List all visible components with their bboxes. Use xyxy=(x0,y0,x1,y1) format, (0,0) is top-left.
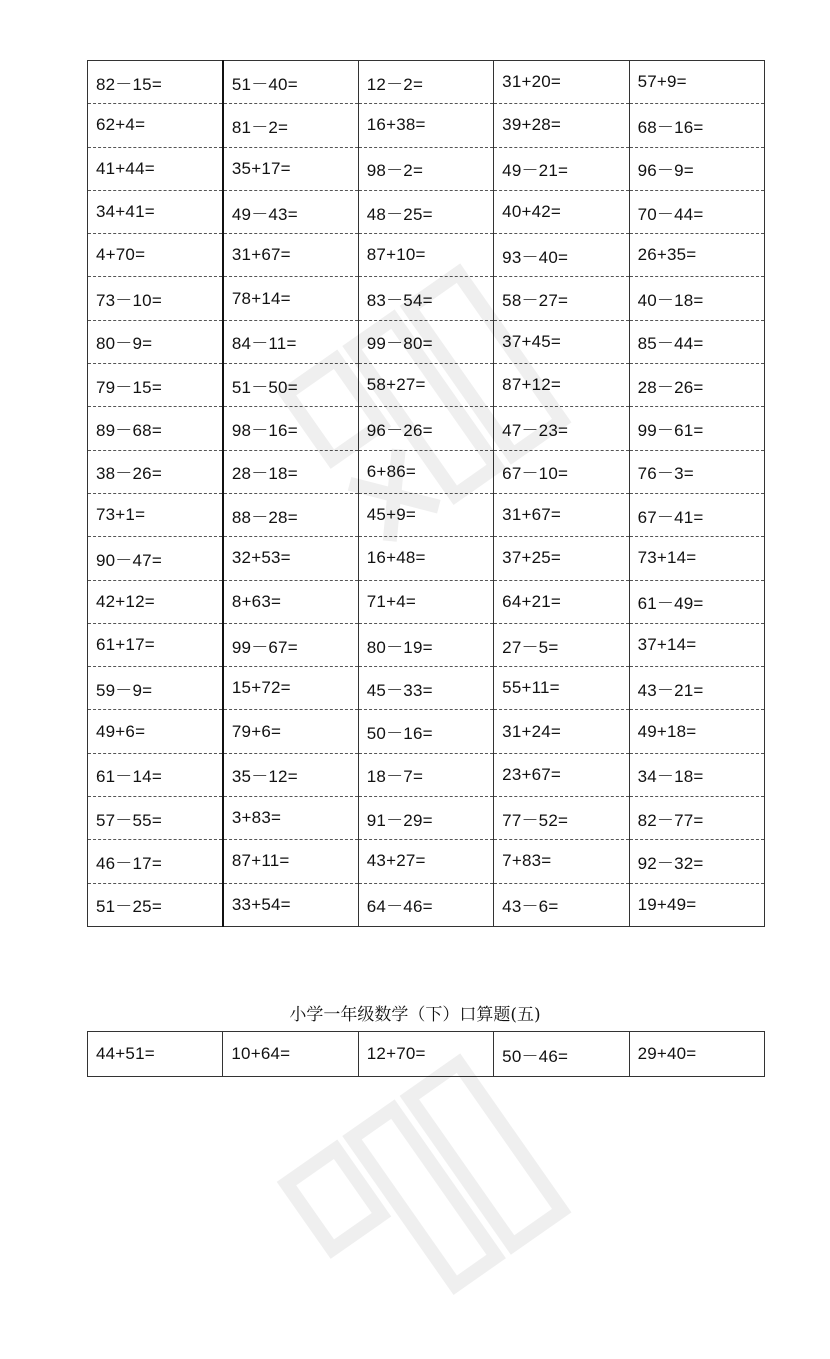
problem-cell: 67－10= xyxy=(494,450,629,493)
problem-cell: 76－3= xyxy=(629,450,764,493)
problem-cell: 23+67= xyxy=(494,753,629,796)
arithmetic-table-body xyxy=(88,61,765,927)
problem-cell: 96－9= xyxy=(629,147,764,190)
problem-cell: 40－18= xyxy=(629,277,764,320)
problem-cell: 85－44= xyxy=(629,320,764,363)
problem-cell: 79－15= xyxy=(88,364,223,407)
problem-cell: 92－32= xyxy=(629,840,764,883)
problem-cell: 59－9= xyxy=(88,667,223,710)
problem-cell: 88－28= xyxy=(223,493,358,536)
problem-cell: 57+9= xyxy=(629,61,764,104)
problem-cell: 98－2= xyxy=(358,147,493,190)
problem-cell: 38－26= xyxy=(88,450,223,493)
problem-cell: 10+64= xyxy=(223,1032,358,1077)
table-row xyxy=(88,234,765,277)
problem-cell: 3+83= xyxy=(223,797,358,840)
problem-cell: 90－47= xyxy=(88,537,223,580)
table-row xyxy=(88,450,765,493)
problem-cell: 89－68= xyxy=(88,407,223,450)
problem-cell: 34+41= xyxy=(88,190,223,233)
table-row xyxy=(88,190,765,233)
problem-cell: 99－67= xyxy=(223,623,358,666)
problem-cell: 87+12= xyxy=(494,364,629,407)
problem-cell: 37+45= xyxy=(494,320,629,363)
problem-cell: 35－12= xyxy=(223,753,358,796)
problem-cell: 12－2= xyxy=(358,61,493,104)
problem-cell: 45+9= xyxy=(358,493,493,536)
problem-cell: 31+24= xyxy=(494,710,629,753)
table-row xyxy=(88,364,765,407)
table-row xyxy=(88,753,765,796)
arithmetic-table-2 xyxy=(87,1031,765,1077)
problem-cell: 71+4= xyxy=(358,580,493,623)
table-row xyxy=(88,883,765,926)
table-row xyxy=(88,840,765,883)
problem-cell: 83－54= xyxy=(358,277,493,320)
problem-cell: 26+35= xyxy=(629,234,764,277)
problem-cell: 91－29= xyxy=(358,797,493,840)
problem-cell: 58－27= xyxy=(494,277,629,320)
table-row xyxy=(88,580,765,623)
problem-cell: 73－10= xyxy=(88,277,223,320)
problem-cell: 12+70= xyxy=(358,1032,493,1077)
problem-cell: 37+25= xyxy=(494,537,629,580)
problem-cell: 78+14= xyxy=(223,277,358,320)
problem-cell: 43－6= xyxy=(494,883,629,926)
problem-cell: 47－23= xyxy=(494,407,629,450)
table-row xyxy=(88,797,765,840)
problem-cell: 98－16= xyxy=(223,407,358,450)
table-row xyxy=(88,623,765,666)
problem-cell: 49+6= xyxy=(88,710,223,753)
problem-cell: 49+18= xyxy=(629,710,764,753)
problem-cell: 16+48= xyxy=(358,537,493,580)
problem-cell: 8+63= xyxy=(223,580,358,623)
watermark-logo-icon xyxy=(259,1041,582,1359)
problem-cell: 68－16= xyxy=(629,104,764,147)
arithmetic-table xyxy=(87,60,765,927)
problem-cell: 49－43= xyxy=(223,190,358,233)
problem-cell: 27－5= xyxy=(494,623,629,666)
problem-cell: 64－46= xyxy=(358,883,493,926)
section-title: 小学一年级数学（下）口算题(五) xyxy=(289,1005,541,1025)
problem-cell: 64+21= xyxy=(494,580,629,623)
problem-cell: 46－17= xyxy=(88,840,223,883)
table-row xyxy=(88,537,765,580)
problem-cell: 73+14= xyxy=(629,537,764,580)
problem-cell: 37+14= xyxy=(629,623,764,666)
problem-cell: 43+27= xyxy=(358,840,493,883)
problem-cell: 51－25= xyxy=(88,883,223,926)
problem-cell: 4+70= xyxy=(88,234,223,277)
problem-cell: 28－26= xyxy=(629,364,764,407)
problem-cell: 84－11= xyxy=(223,320,358,363)
problem-cell: 41+44= xyxy=(88,147,223,190)
problem-cell: 93－40= xyxy=(494,234,629,277)
problem-cell: 31+20= xyxy=(494,61,629,104)
problem-cell: 33+54= xyxy=(223,883,358,926)
table-row xyxy=(88,320,765,363)
problem-cell: 51－40= xyxy=(223,61,358,104)
problem-cell: 48－25= xyxy=(358,190,493,233)
table-row xyxy=(88,61,765,104)
problem-cell: 32+53= xyxy=(223,537,358,580)
problem-cell: 58+27= xyxy=(358,364,493,407)
problem-cell: 73+1= xyxy=(88,493,223,536)
problem-cell: 19+49= xyxy=(629,883,764,926)
problem-cell: 34－18= xyxy=(629,753,764,796)
arithmetic-table-2-body xyxy=(88,1032,765,1077)
problem-cell: 49－21= xyxy=(494,147,629,190)
problem-cell: 80－19= xyxy=(358,623,493,666)
table-row xyxy=(88,104,765,147)
problem-cell: 81－2= xyxy=(223,104,358,147)
problem-cell: 43－21= xyxy=(629,667,764,710)
problem-cell: 87+11= xyxy=(223,840,358,883)
problem-cell: 57－55= xyxy=(88,797,223,840)
problem-cell: 61－14= xyxy=(88,753,223,796)
problem-cell: 39+28= xyxy=(494,104,629,147)
table-row xyxy=(88,493,765,536)
table-row xyxy=(88,710,765,753)
problem-cell: 87+10= xyxy=(358,234,493,277)
table-row xyxy=(88,147,765,190)
problem-cell: 40+42= xyxy=(494,190,629,233)
problem-cell: 45－33= xyxy=(358,667,493,710)
problem-cell: 96－26= xyxy=(358,407,493,450)
problem-cell: 18－7= xyxy=(358,753,493,796)
problem-cell: 61－49= xyxy=(629,580,764,623)
problem-cell: 31+67= xyxy=(494,493,629,536)
problem-cell: 99－61= xyxy=(629,407,764,450)
problem-cell: 70－44= xyxy=(629,190,764,233)
problem-cell: 28－18= xyxy=(223,450,358,493)
table-row xyxy=(88,277,765,320)
problem-cell: 16+38= xyxy=(358,104,493,147)
problem-cell: 50－46= xyxy=(494,1032,629,1077)
problem-cell: 62+4= xyxy=(88,104,223,147)
problem-cell: 51－50= xyxy=(223,364,358,407)
table-row xyxy=(88,667,765,710)
problem-cell: 31+67= xyxy=(223,234,358,277)
problem-cell: 6+86= xyxy=(358,450,493,493)
problem-cell: 79+6= xyxy=(223,710,358,753)
problem-cell: 50－16= xyxy=(358,710,493,753)
problem-cell: 82－77= xyxy=(629,797,764,840)
table-row xyxy=(88,1032,765,1077)
problem-cell: 42+12= xyxy=(88,580,223,623)
problem-cell: 44+51= xyxy=(88,1032,223,1077)
problem-cell: 77－52= xyxy=(494,797,629,840)
problem-cell: 29+40= xyxy=(629,1032,764,1077)
problem-cell: 55+11= xyxy=(494,667,629,710)
problem-cell: 61+17= xyxy=(88,623,223,666)
problem-cell: 7+83= xyxy=(494,840,629,883)
problem-cell: 82－15= xyxy=(88,61,223,104)
problem-cell: 35+17= xyxy=(223,147,358,190)
problem-cell: 80－9= xyxy=(88,320,223,363)
table-row xyxy=(88,407,765,450)
problem-cell: 15+72= xyxy=(223,667,358,710)
problem-cell: 99－80= xyxy=(358,320,493,363)
problem-cell: 67－41= xyxy=(629,493,764,536)
